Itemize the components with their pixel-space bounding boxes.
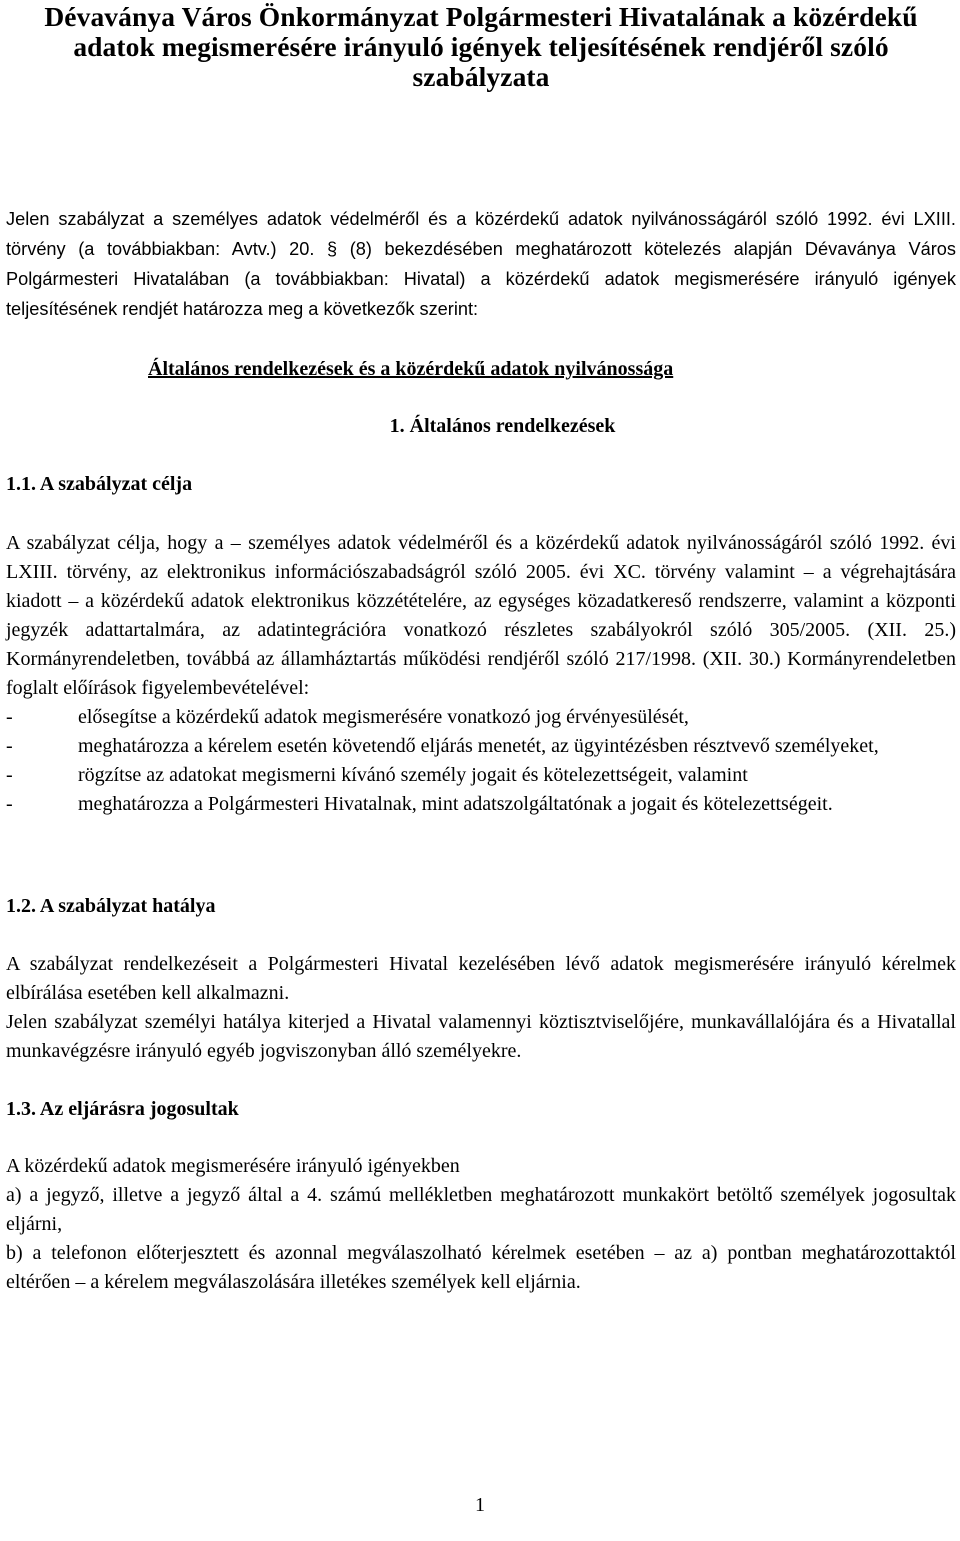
subsection-heading-1-2: 1.2. A szabályzat hatálya	[6, 895, 216, 917]
purpose-paragraph: A szabályzat célja, hogy a – személyes adatok védelméről és a közérdekű adatok nyilvánosságáról szóló 1992. évi LXIII. törvény, az elektronikus információszabadságról szóló 2005. évi XC. törvény valamint – a végrehajtására kiadott – a közérdekű adatok elektronikus közzétételére, az egységes közadatkereső rendszerre, valamint a központi jegyzék adattartalmára, az adatintegrációra vonatkozó részletes szabályokról szóló 305/2005. (XII. 25.) Kormányrendeletben, továbbá az államháztartás működési rendjéről szóló 217/1998. (XII. 30.) Kormányrendeletben foglalt előírások figyelembevételével:	[6, 532, 956, 699]
list-item	[6, 790, 956, 819]
list-item-text: meghatározza a kérelem esetén követendő eljárás menetét, az ügyintézésben résztvevő személyeket,	[78, 735, 879, 757]
authorized-intro-paragraph: A közérdekű adatok megismerésére irányuló igényekben	[6, 1155, 460, 1177]
list-item-text: elősegítse a közérdekű adatok megismerésére vonatkozó jog érvényesülését,	[78, 706, 689, 728]
document-title: Dévaványa Város Önkormányzat Polgármesteri Hivatalának a közérdekű adatok megismerésére irányuló igények teljesítésének rendjéről szóló szabályzata	[44, 1, 918, 92]
section-heading: Általános rendelkezések és a közérdekű adatok nyilvánossága	[148, 358, 674, 380]
authorized-item-b: b) a telefonon előterjesztett és azonnal megválaszolható kérelmek esetében – az a) pontban meghatározottaktól eltérően – a kérelem megválaszolására illetékes személyek kell eljárnia.	[6, 1242, 956, 1293]
list-item	[6, 703, 956, 732]
scope-paragraph-1: A szabályzat rendelkezéseit a Polgármesteri Hivatal kezelésében lévő adatok megismerésére irányuló kérelmek elbírálása esetében kell alkalmazni.	[6, 953, 956, 1004]
dash-bullet: -	[6, 764, 13, 786]
scope-paragraph-2: Jelen szabályzat személyi hatálya kiterjed a Hivatal valamennyi köztisztviselőjére, munkavállalójára és a Hivatallal munkavégzésre irányuló egyéb jogviszonyban álló személyekre.	[6, 1011, 956, 1062]
dash-bullet: -	[6, 735, 13, 757]
list-item	[6, 732, 956, 761]
chapter-heading: 1. Általános rendelkezések	[389, 415, 616, 437]
subsection-heading-1-1: 1.1. A szabályzat célja	[6, 473, 193, 495]
intro-paragraph: Jelen szabályzat a személyes adatok védelméről és a közérdekű adatok nyilvánosságáról szóló 1992. évi LXIII. törvény (a továbbiakban: Avtv.) 20. § (8) bekezdésében meghatározott kötelezés alapján Dévaványa Város Polgármesteri Hivatalában (a továbbiakban: Hivatal) a közérdekű adatok megismerésére irányuló igények teljesítésének rendjét határozza meg a következők szerint:	[6, 209, 956, 319]
list-item-text: meghatározza a Polgármesteri Hivatalnak, mint adatszolgáltatónak a jogait és kötelezettségeit.	[78, 793, 833, 815]
list-item-text: rögzítse az adatokat megismerni kívánó személy jogait és kötelezettségeit, valamint	[78, 764, 748, 786]
authorized-item-a: a) a jegyző, illetve a jegyző által a 4. számú mellékletben meghatározott munkakört betöltő személyek jogosultak eljárni,	[6, 1184, 956, 1235]
page-number: 1	[475, 1494, 485, 1516]
document-page	[6, 0, 956, 1297]
dash-bullet: -	[6, 706, 13, 728]
subsection-heading-1-3: 1.3. Az eljárásra jogosultak	[6, 1098, 239, 1120]
list-item	[6, 761, 956, 790]
dash-bullet: -	[6, 793, 13, 815]
purpose-list	[6, 703, 956, 819]
